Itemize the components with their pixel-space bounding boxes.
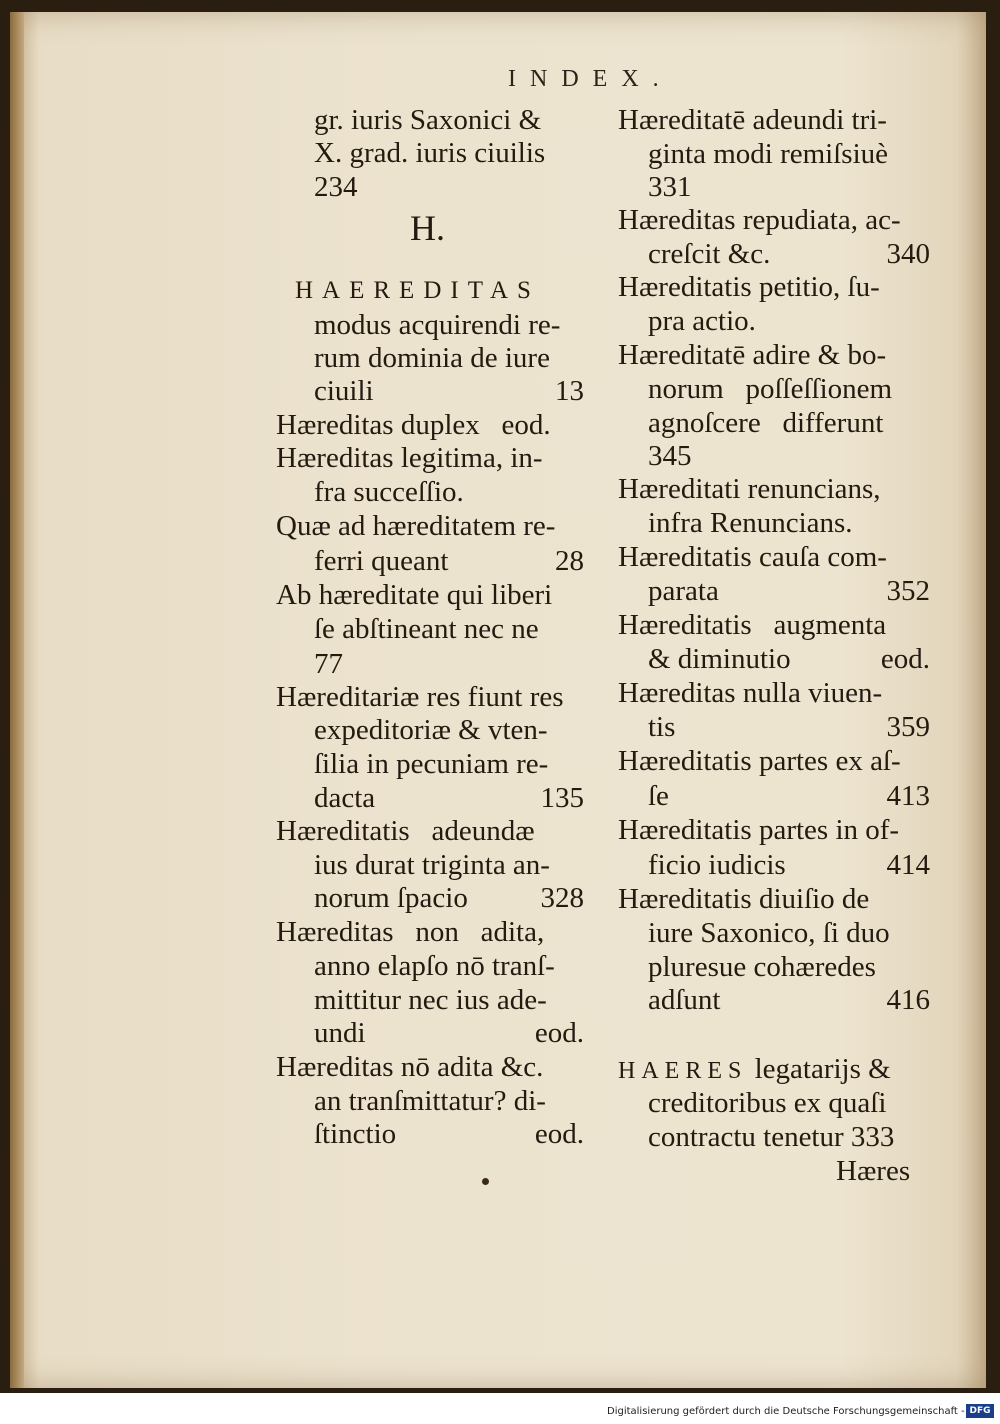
right-index-entry — [836, 1155, 926, 1188]
entry-text: HAERES legatarijs & — [618, 1053, 891, 1085]
left-index-entry — [276, 815, 586, 848]
page-reference: eod. — [534, 1118, 584, 1150]
left-index-entry — [314, 137, 584, 170]
left-index-entry — [314, 104, 584, 137]
page-reference: 359 — [886, 711, 930, 743]
left-index-entry — [314, 782, 584, 815]
entry-text: Hæreditatis petitio, ſu- — [618, 271, 880, 303]
left-index-entry — [314, 342, 584, 375]
left-index-entry — [314, 950, 584, 983]
right-index-entry — [618, 883, 930, 916]
left-index-entry — [314, 648, 584, 681]
entry-text: Hæreditas legitima, in- — [276, 442, 543, 474]
left-index-entry — [314, 545, 584, 578]
entry-text: pluresue cohæredes — [648, 951, 876, 983]
right-index-entry — [648, 507, 930, 540]
left-index-entry — [314, 748, 584, 781]
left-index-entry — [295, 273, 580, 307]
left-index-entry — [276, 916, 586, 949]
entry-text: Hæreditati renuncians, — [618, 473, 881, 505]
entry-text: iure Saxonico, ſi duo — [648, 917, 890, 949]
entry-text: Hæreditatis augmenta — [618, 609, 887, 641]
entry-text: Hæreditas duplex eod. — [276, 409, 551, 441]
entry-text: ferri queant — [314, 545, 449, 577]
left-index-entry — [314, 613, 584, 646]
entry-text: 234 — [314, 171, 358, 203]
entry-text: ius durat triginta an- — [314, 849, 550, 881]
entry-text: ſtinctio — [314, 1118, 397, 1150]
left-index-entry — [314, 984, 584, 1017]
entry-text: contractu tenetur 333 — [648, 1121, 895, 1153]
running-head: INDEX. — [508, 66, 673, 92]
entry-text: anno elapſo nō tranſ- — [314, 950, 555, 982]
page-reference: 28 — [555, 545, 584, 577]
page-reference: 352 — [886, 575, 930, 607]
left-index-entry — [276, 579, 586, 612]
right-index-entry — [648, 711, 930, 744]
right-index-entry — [618, 745, 930, 778]
entry-text: Ab hæreditate qui liberi — [276, 579, 553, 611]
right-index-entry — [648, 171, 930, 204]
entry-text: norum poſſeſſionem — [648, 373, 893, 405]
page-reference: 13 — [555, 375, 584, 407]
right-index-entry — [648, 575, 930, 608]
entry-text: & diminutio — [648, 643, 791, 675]
page-reference: 416 — [886, 984, 930, 1016]
right-index-entry — [618, 609, 930, 642]
page-reference: 413 — [886, 780, 930, 812]
entry-text: fra succeſſio. — [314, 476, 464, 508]
entry-text: ſe abſtineant nec ne — [314, 613, 539, 645]
right-index-entry — [618, 339, 930, 372]
left-index-entry — [314, 849, 584, 882]
page-reference: 414 — [886, 849, 930, 881]
entry-text: 345 — [648, 440, 692, 472]
right-index-entry — [618, 541, 930, 574]
right-index-entry — [648, 1121, 930, 1154]
entry-text: creſcit &c. — [648, 238, 771, 270]
page-reference: 340 — [886, 238, 930, 270]
right-index-entry — [618, 104, 930, 137]
left-index-entry — [314, 171, 584, 204]
entry-text: ficio iudicis — [648, 849, 786, 881]
page-reference: 328 — [540, 882, 584, 914]
right-index-entry — [648, 138, 930, 171]
entry-text: 331 — [648, 171, 692, 203]
right-index-entry — [648, 407, 930, 440]
left-index-entry — [314, 309, 584, 342]
page-spine-edge — [10, 12, 24, 1388]
entry-text: undi — [314, 1017, 366, 1049]
entry-text: parata — [648, 575, 719, 607]
entry-text: Quæ ad hæreditatem re- — [276, 510, 556, 542]
right-index-entry — [648, 917, 930, 950]
right-index-entry — [648, 849, 930, 882]
entry-text: norum ſpacio — [314, 882, 468, 914]
entry-text: 77 — [314, 648, 343, 680]
right-index-entry — [648, 305, 930, 338]
right-index-entry — [618, 1053, 930, 1088]
left-index-entry — [314, 1118, 584, 1151]
left-index-entry — [314, 714, 584, 747]
left-index-entry — [276, 510, 586, 543]
page-reference: 135 — [540, 782, 584, 814]
entry-text: Hæreditas non adita, — [276, 916, 545, 948]
entry-text: rum dominia de iure — [314, 342, 550, 374]
right-index-entry — [618, 677, 930, 710]
entry-text: agnoſcere differunt — [648, 407, 884, 439]
entry-text: Hæreditatis cauſa com- — [618, 541, 887, 573]
right-index-entry — [648, 373, 930, 406]
entry-text: Hæreditas nō adita &c. — [276, 1051, 544, 1083]
entry-text: HAEREDITAS — [295, 277, 540, 304]
entry-text: Hæreditatis adeundæ — [276, 815, 535, 847]
left-index-entry — [276, 1051, 586, 1084]
entry-text: Hæreditariæ res fiunt res — [276, 681, 564, 713]
page-reference: eod. — [880, 643, 930, 675]
left-index-entry — [276, 442, 586, 475]
right-index-entry — [618, 204, 930, 237]
page-ornament-dot — [482, 1178, 489, 1185]
entry-text: modus acquirendi re- — [314, 309, 561, 341]
left-index-entry — [314, 1085, 584, 1118]
left-index-entry — [276, 409, 586, 442]
digitization-credit: Digitalisierung gefördert durch die Deutsche Forschungsgemeinschaft - — [607, 1406, 965, 1417]
entry-text: adſunt — [648, 984, 721, 1016]
entry-text: ſe — [648, 780, 669, 812]
right-index-entry — [648, 780, 930, 813]
entry-text: expeditoriæ & vten- — [314, 714, 548, 746]
dfg-logo: DFG — [966, 1404, 994, 1418]
entry-text: Hæreditatis partes in of- — [618, 814, 900, 846]
page-reference: eod. — [534, 1017, 584, 1049]
right-index-entry — [648, 440, 930, 473]
left-index-entry — [314, 882, 584, 915]
left-index-entry — [314, 1017, 584, 1050]
entry-text: mittitur nec ius ade- — [314, 984, 547, 1016]
entry-text: Hæreditas repudiata, ac- — [618, 204, 901, 236]
entry-text: creditoribus ex quaſi — [648, 1087, 887, 1119]
left-index-entry — [410, 208, 490, 248]
entry-text: tis — [648, 711, 676, 743]
right-index-entry — [618, 473, 930, 506]
entry-text: ciuili — [314, 375, 374, 407]
entry-text: Hæreditatis partes ex aſ- — [618, 745, 901, 777]
right-index-entry — [648, 951, 930, 984]
entry-text: Hæres — [836, 1155, 911, 1187]
entry-text: dacta — [314, 782, 376, 814]
entry-text: X. grad. iuris ciuilis — [314, 137, 546, 169]
right-index-entry — [648, 238, 930, 271]
left-index-entry — [276, 681, 586, 714]
entry-text: Hæreditas nulla viuen- — [618, 677, 883, 709]
entry-text: Hæreditatis diuiſio de — [618, 883, 870, 915]
right-index-entry — [648, 984, 930, 1017]
entry-text: ſilia in pecuniam re- — [314, 748, 549, 780]
entry-text: Hæreditatē adire & bo- — [618, 339, 887, 371]
left-index-entry — [314, 476, 584, 509]
entry-text: an tranſmittatur? di- — [314, 1085, 546, 1117]
right-index-entry — [648, 1087, 930, 1120]
right-index-entry — [618, 271, 930, 304]
entry-text: infra Renuncians. — [648, 507, 853, 539]
entry-text: Hæreditatē adeundi tri- — [618, 104, 887, 136]
left-index-entry — [314, 375, 584, 408]
entry-text: ginta modi remiſsiuè — [648, 138, 889, 170]
right-index-entry — [618, 814, 930, 847]
entry-text: H. — [410, 208, 445, 248]
right-index-entry — [648, 643, 930, 676]
entry-text: gr. iuris Saxonici & — [314, 104, 542, 136]
entry-text: pra actio. — [648, 305, 756, 337]
